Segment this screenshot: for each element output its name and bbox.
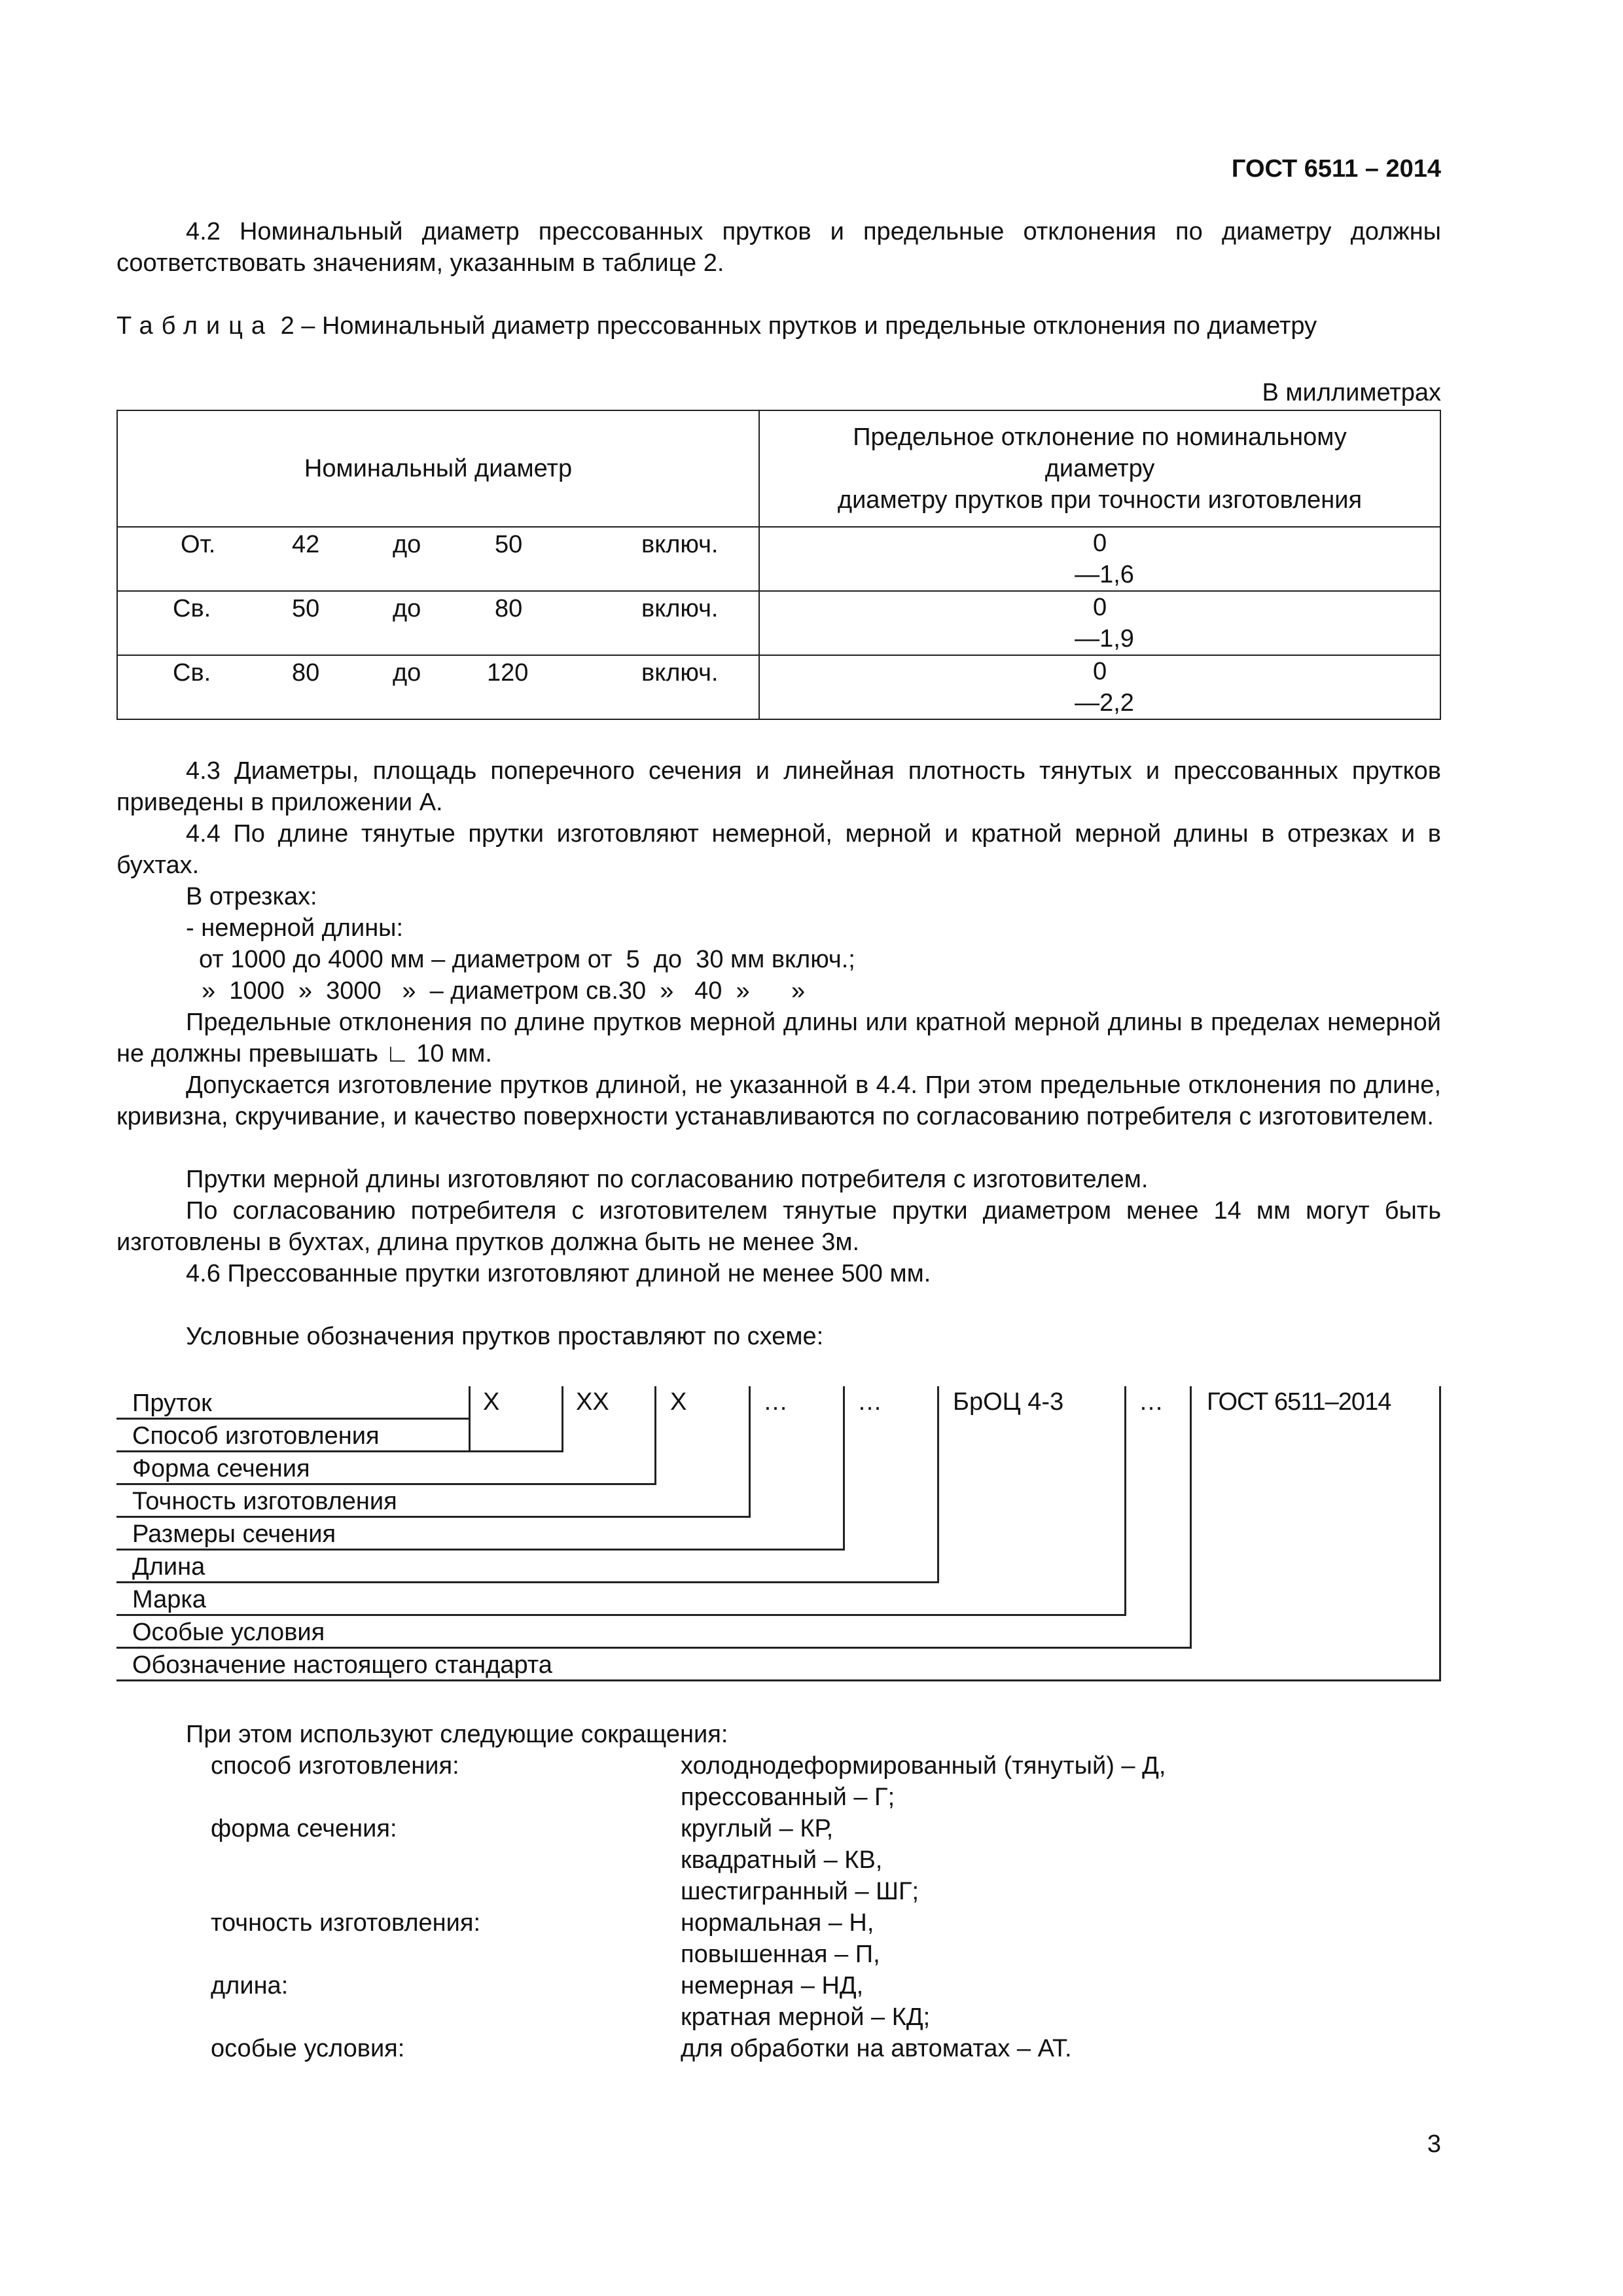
scheme-intro: Условные обозначения прутков проставляют по схеме: — [186, 1323, 824, 1350]
scheme-divider — [1124, 1386, 1126, 1614]
range-prefix: От. — [181, 531, 216, 558]
diameter-range-cell — [117, 527, 759, 591]
range-to: 50 — [495, 531, 523, 558]
range-inclusive: включ. — [641, 531, 719, 558]
abbreviation-value: холоднодеформированный (тянутый) – Д, — [681, 1752, 1166, 1780]
header-nominal-diameter: Номинальный диаметр — [117, 410, 759, 527]
paragraph-4-2: 4.2 Номинальный диаметр прессованных прутков и предельные отклонения по диаметру должны соответствовать значениям, указанным в таблице 2. — [116, 218, 1441, 277]
scheme-underline — [116, 1614, 1126, 1616]
table-header-row — [117, 410, 1440, 527]
deviation-cell — [759, 655, 1440, 719]
range-prefix: Св. — [173, 595, 211, 622]
diameter-range-cell — [117, 591, 759, 655]
abbreviation-value: круглый – КР, — [681, 1815, 834, 1842]
deviation-upper: 0 — [1092, 529, 1107, 557]
abbreviation-value: кратная мерной – КД; — [681, 2003, 931, 2031]
scheme-divider — [1190, 1386, 1192, 1647]
scheme-label-shape: Форма сечения — [132, 1455, 310, 1482]
abbreviation-value: немерная – НД, — [681, 1972, 864, 2000]
abbreviation-value: для обработки на автоматах – АТ. — [681, 2035, 1072, 2062]
range-to-word: до — [393, 531, 421, 558]
paragraph-coils: По согласованию потребителя с изготовителем тянутые прутки диаметром менее 14 мм могут быть изготовлены в бухтах, длина прутков должна быть не менее 3м. — [116, 1197, 1441, 1256]
range-prefix: Св. — [173, 659, 211, 687]
scheme-label-accuracy: Точность изготовления — [132, 1488, 397, 1515]
scheme-divider — [749, 1386, 751, 1516]
paragraph-4-3: 4.3 Диаметры, площадь поперечного сечения и линейная плотность тянутых и прессованных прутков приведены в приложении А. — [116, 757, 1441, 816]
scheme-label-length: Длина — [132, 1553, 205, 1581]
table-caption-text: 2 – Номинальный диаметр прессованных прутков и предельные отклонения по диаметру — [280, 312, 1317, 340]
deviation-lower: —1,9 — [1075, 625, 1134, 653]
abbreviations-intro: При этом используют следующие сокращения: — [186, 1721, 728, 1748]
table-row — [117, 655, 1440, 719]
random-length-label: - немерной длины: — [186, 914, 404, 942]
in-cuts-label: В отрезках: — [186, 883, 317, 910]
scheme-label-special: Особые условия — [132, 1619, 325, 1646]
abbreviation-value: прессованный – Г; — [681, 1784, 895, 1811]
deviation-cell — [759, 527, 1440, 591]
scheme-label-standard: Обозначение настоящего стандарта — [132, 1651, 552, 1679]
scheme-divider — [1439, 1386, 1441, 1679]
page-number: 3 — [1427, 2130, 1441, 2158]
table-row — [117, 591, 1440, 655]
scheme-cell-shape: XX — [576, 1388, 609, 1416]
range-from: 50 — [292, 595, 320, 622]
table-caption — [116, 310, 1441, 342]
diameter-range-cell — [117, 655, 759, 719]
range-to: 120 — [487, 659, 529, 687]
scheme-divider — [654, 1386, 656, 1483]
diameter-table — [116, 410, 1441, 720]
range-to: 80 — [495, 595, 523, 622]
paragraph-allowed-lengths: Допускается изготовление прутков длиной, не указанной в 4.4. При этом предельные отклонения по длине, кривизна, скручивание, и качество поверхности устанавливаются по согласованию потребителя с изготовителем. — [116, 1071, 1441, 1130]
abbreviation-value: квадратный – КВ, — [681, 1846, 883, 1874]
scheme-cell-accuracy: X — [670, 1388, 687, 1416]
document-header: ГОСТ 6511 – 2014 — [1231, 155, 1441, 183]
table-caption-label: Таблица — [116, 312, 274, 340]
abbreviation-key: форма сечения: — [211, 1815, 397, 1842]
length-range-line-1: от 1000 до 4000 мм – диаметром от 5 до 30 мм включ.; — [199, 946, 855, 973]
scheme-divider — [937, 1386, 939, 1581]
scheme-divider — [562, 1386, 563, 1450]
document-page — [116, 0, 1441, 2296]
deviation-lower: —1,6 — [1075, 561, 1134, 588]
abbreviation-key: способ изготовления: — [211, 1752, 459, 1780]
scheme-label-size: Размеры сечения — [132, 1520, 336, 1548]
scheme-label-bar: Пруток — [132, 1390, 212, 1417]
scheme-cell-length: … — [857, 1388, 882, 1416]
range-inclusive: включ. — [641, 659, 719, 687]
scheme-cell-special: … — [1139, 1388, 1164, 1416]
range-from: 42 — [292, 531, 320, 558]
deviation-cell — [759, 591, 1440, 655]
header-limit-deviation — [759, 410, 1440, 527]
abbreviation-value: нормальная – Н, — [681, 1909, 874, 1937]
range-from: 80 — [292, 659, 320, 687]
scheme-cell-grade: БрОЦ 4-3 — [953, 1388, 1064, 1416]
scheme-divider — [843, 1386, 845, 1549]
deviation-upper: 0 — [1092, 594, 1107, 621]
table-units: В миллиметрах — [1262, 379, 1441, 406]
header-line: диаметру прутков при точности изготовления — [837, 486, 1363, 514]
range-to-word: до — [393, 595, 421, 622]
header-line: диаметру — [1044, 455, 1155, 482]
length-range-line-2: » 1000 » 3000 » – диаметром св.30 » 40 » » — [202, 977, 806, 1005]
designation-scheme — [116, 1386, 1441, 1687]
scheme-underline — [116, 1581, 939, 1583]
abbreviation-value: шестигранный – ШГ; — [681, 1878, 919, 1905]
scheme-label-method: Способ изготовления — [132, 1422, 380, 1450]
abbreviation-key: точность изготовления: — [211, 1909, 481, 1937]
header-line: Предельное отклонение по номинальному — [853, 423, 1347, 451]
scheme-label-grade: Марка — [132, 1586, 206, 1613]
paragraph-4-6: 4.6 Прессованные прутки изготовляют длиной не менее 500 мм. — [186, 1260, 931, 1287]
scheme-cell-method: X — [483, 1388, 500, 1416]
deviation-upper: 0 — [1092, 658, 1107, 685]
paragraph-limit-deviations: Предельные отклонения по длине прутков мерной длины или кратной мерной длины в пределах немерной не должны превышать ∟ 10 мм. — [116, 1009, 1441, 1067]
range-to-word: до — [393, 659, 421, 687]
scheme-cell-standard: ГОСТ 6511–2014 — [1207, 1388, 1391, 1416]
deviation-lower: —2,2 — [1075, 689, 1134, 717]
paragraph-4-4: 4.4 По длине тянутые прутки изготовляют немерной, мерной и кратной мерной длины в отрезках и в бухтах. — [116, 820, 1441, 879]
table-row — [117, 527, 1440, 591]
abbreviation-key: длина: — [211, 1972, 289, 2000]
abbreviation-value: повышенная – П, — [681, 1941, 880, 1968]
range-inclusive: включ. — [641, 595, 719, 622]
abbreviation-key: особые условия: — [211, 2035, 405, 2062]
scheme-cell-size: … — [763, 1388, 788, 1416]
paragraph-measured-length: Прутки мерной длины изготовляют по согласованию потребителя с изготовителем. — [186, 1166, 1149, 1193]
